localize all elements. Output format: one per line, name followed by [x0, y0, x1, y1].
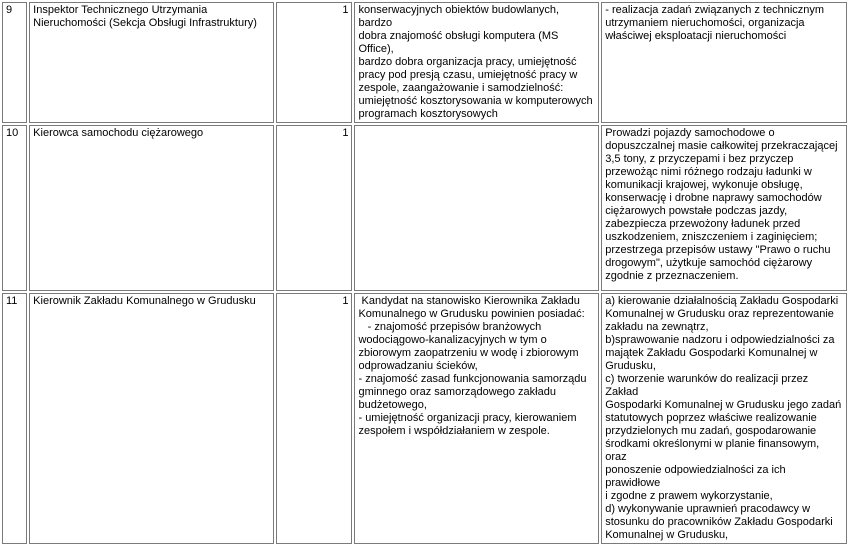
duties-line: Grudusku, [605, 360, 656, 372]
duties-line: zabezpiecza przewożony ładunek przed [605, 218, 801, 230]
table-row [2, 293, 847, 544]
duties-line: Gospodarki Komunalnej w Grudusku jego zadań [605, 399, 842, 411]
requirements-line: Kandydat na stanowisko Kierownika Zakładu [358, 295, 580, 307]
requirements-cell [354, 125, 599, 291]
duties-line: i zgodne z prawem wykorzystanie, [605, 490, 773, 502]
row-number: 11 [2, 293, 27, 544]
position-name: Kierownik Zakładu Komunalnego w Grudusku [29, 293, 274, 544]
requirements-line: budżetowego, [358, 399, 427, 411]
duties-line: właściwej eksploatacji nieruchomości [605, 30, 787, 42]
requirements-line: konserwacyjnych obiektów budowlanych, bardzo [358, 4, 563, 29]
position-name: Inspektor Technicznego Utrzymania Nieruchomości (Sekcja Obsługi Infrastruktury) [29, 2, 274, 123]
duties-line: c) tworzenie warunków do realizacji przez Zakład [605, 373, 812, 398]
position-count: 1 [276, 125, 353, 291]
duties-line: konserwację i drobne naprawy samochodów [605, 192, 822, 204]
requirements-line: pracy pod presją czasu, umiejętność pracy w [358, 69, 578, 81]
duties-line: uszkodzeniem, zniszczeniem i zaginięciem; [605, 231, 818, 243]
duties-cell [601, 125, 847, 291]
duties-line: przestrzega przepisów ustawy "Prawo o ruchu [605, 244, 831, 256]
requirements-line: zespole, zaangażowanie i samodzielność: [358, 82, 564, 94]
position-name: Kierowca samochodu ciężarowego [29, 125, 274, 291]
duties-line: Komunalnej w Grudusku oraz reprezentowanie [605, 308, 834, 320]
duties-line: majątek Zakładu Gospodarki Komunalnej w [605, 347, 818, 359]
position-count: 1 [276, 293, 353, 544]
requirements-line: gminnego oraz samorządowego zakładu [358, 386, 556, 398]
duties-cell [601, 293, 847, 544]
row-number: 10 [2, 125, 27, 291]
position-count: 1 [276, 2, 353, 123]
duties-line: dopuszczalnej masie całkowitej przekraczającej [605, 140, 838, 152]
requirements-line: odprowadzaniu ścieków, [358, 360, 478, 372]
row-number: 9 [2, 2, 27, 123]
duties-line: przydzielonych mu zadań, gospodarowanie [605, 425, 817, 437]
duties-line: d) wykonywanie uprawnień pracodawcy w [605, 503, 811, 515]
duties-line: utrzymaniem nieruchomości, organizacja [605, 17, 805, 29]
requirements-line: Komunalnego w Grudusku powinien posiadać: [358, 308, 585, 320]
requirements-line: programach kosztorysowych [358, 108, 498, 120]
requirements-cell [354, 2, 599, 123]
duties-line: komunikacji krajowej, wykonuje obsługę, [605, 179, 803, 191]
duties-line: Prowadzi pojazdy samochodowe o [605, 127, 775, 139]
duties-line: ponoszenie odpowiedzialności za ich prawidłowe [605, 464, 789, 489]
duties-line: a) kierowanie działalnością Zakładu Gospodarki [605, 295, 839, 307]
requirements-line: bardzo dobra organizacja pracy, umiejętność [358, 56, 577, 68]
requirements-line: zespołem i współdziałaniem w zespole. [358, 425, 550, 437]
requirements-line: - znajomość przepisów branżowych [358, 321, 542, 333]
duties-line: ciężarowych powstałe podczas jazdy, [605, 205, 788, 217]
duties-line: b)sprawowanie nadzoru i odpowiedzialności za [605, 334, 835, 346]
duties-line: drogowym", użytkuje samochód ciężarowy [605, 257, 813, 269]
duties-line: zakładu na zewnątrz, [605, 321, 709, 333]
requirements-line: dobra znajomość obsługi komputera (MS Office), [358, 30, 562, 55]
duties-cell [601, 2, 847, 123]
duties-line: zgodnie z przeznaczeniem. [605, 270, 739, 282]
duties-line: stosunku do pracowników Zakładu Gospodarki [605, 516, 833, 528]
requirements-line: zbiorowym zaopatrzeniu w wodę i zbiorowym [358, 347, 579, 359]
duties-line: 3,5 tony, z przyczepami i bez przyczep [605, 153, 794, 165]
duties-line: Komunalnej w Grudusku, [605, 529, 729, 541]
requirements-line: wodociągowo-kanalizacyjnych w tym o [358, 334, 547, 346]
table-row [2, 125, 847, 291]
duties-line: statutowych poprzez właściwe realizowanie [605, 412, 817, 424]
requirements-line: - umiejętność organizacji pracy, kierowaniem [358, 412, 577, 424]
duties-line: przewożąc nimi różnego rodzaju ładunki w [605, 166, 812, 178]
duties-line: - realizacja zadań związanych z technicznym [605, 4, 825, 16]
duties-line: środkami określonymi w planie finansowym, oraz [605, 438, 823, 463]
requirements-line: umiejętność kosztorysowania w komputerowych [358, 95, 593, 107]
table-row [2, 2, 847, 123]
requirements-line: - znajomość zasad funkcjonowania samorządu [358, 373, 587, 385]
requirements-cell [354, 293, 599, 544]
